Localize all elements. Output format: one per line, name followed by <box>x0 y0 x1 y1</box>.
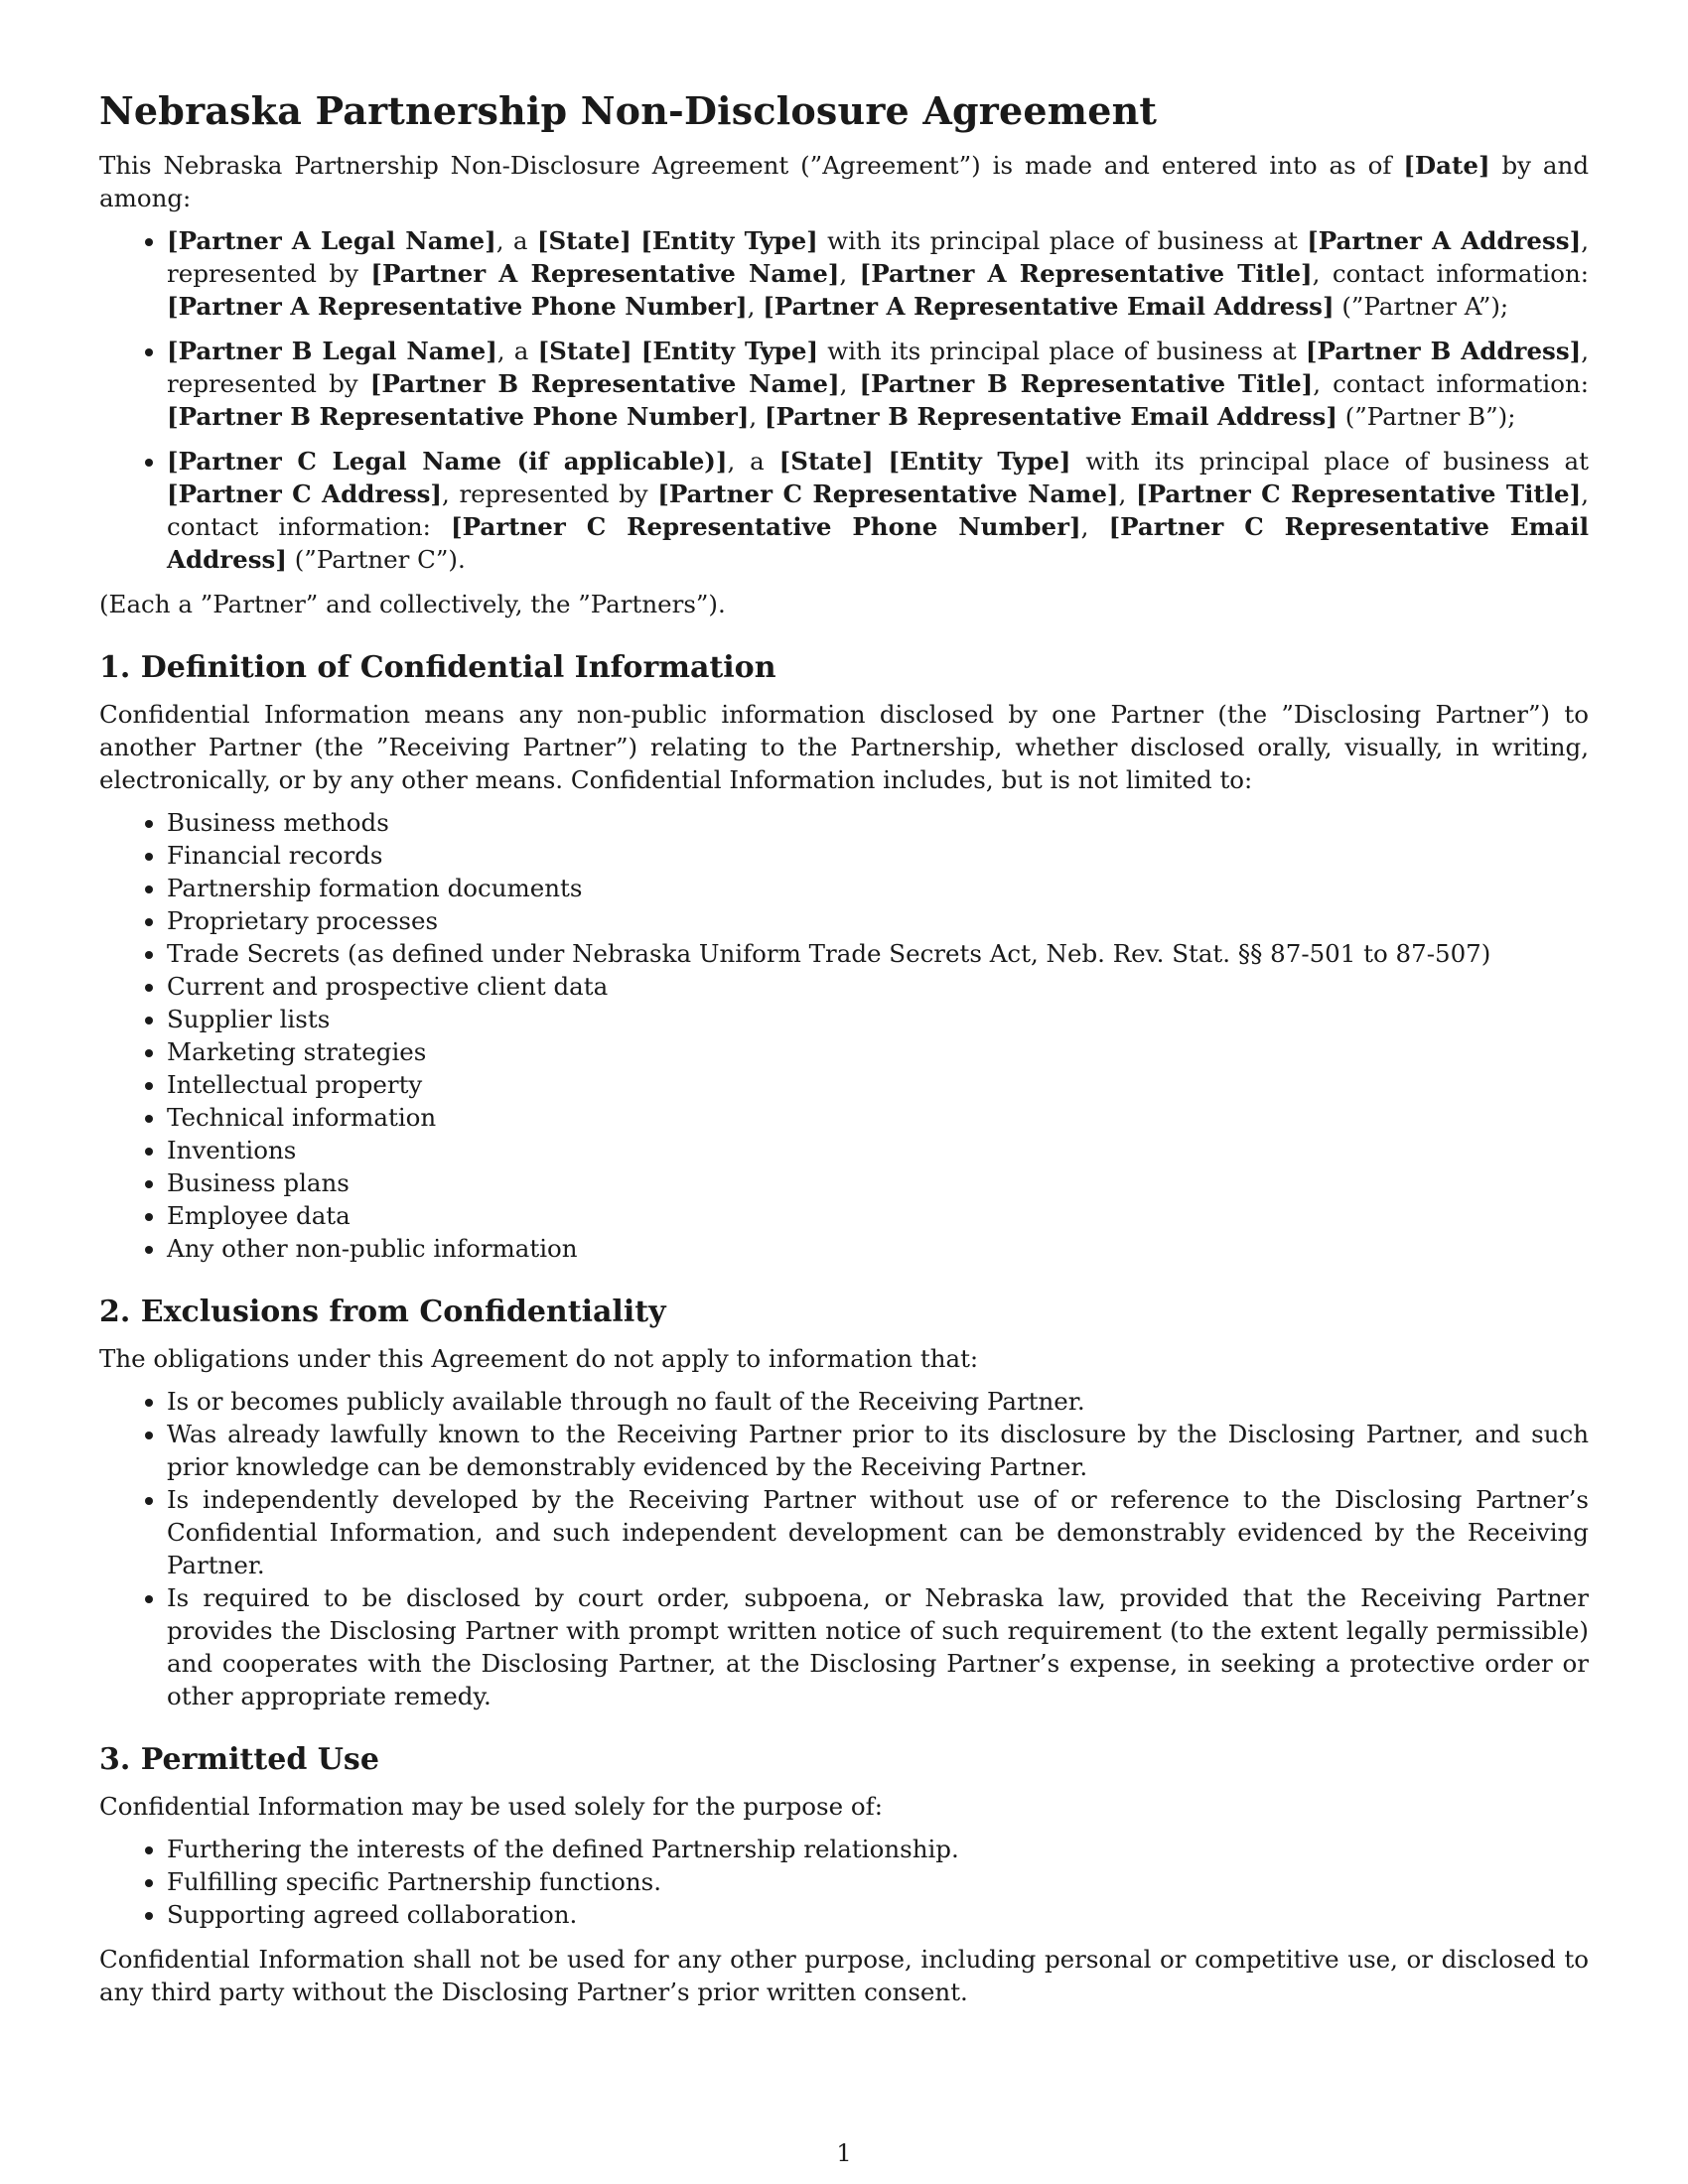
each-partner-paragraph: (Each a ”Partner” and collectively, the ”Partners”). <box>99 590 726 618</box>
list-item: • Is independently developed by the Receiving Partner without use of or reference to the Disclosing Partner’s Confidential Information, and such independent development can be demonstrably evidenced by the Receiving Partner. <box>167 1483 1589 1581</box>
section-2-heading: 2. Exclusions from Confidentiality <box>99 1295 666 1329</box>
text: , a <box>496 337 538 365</box>
list-item: • Business plans <box>167 1166 1589 1199</box>
party-name: [Partner C Legal Name (if applicable)] <box>167 447 728 476</box>
section-1-paragraph: Confidential Information means any non-public information disclosed by one Partner (the ”Disclosing Partner”) to another Partner (the ”Receiving Partner”) relating to the Partnership, whether disclosed orally, visually, in writing, electronically, or by any other means. Confidential Information includes, but is not limited to: <box>99 700 1589 794</box>
party-c <box>167 445 1589 576</box>
list-item: • Supporting agreed collaboration. <box>167 1898 1589 1931</box>
list-item: • Supplier lists <box>167 1003 1589 1035</box>
list-item: • Is required to be disclosed by court order, subpoena, or Nebraska law, provided that the Receiving Partner provides the Disclosing Partner with prompt written notice of such requirement (to the extent legally permissible) and cooperates with the Disclosing Partner, at the Disclosing Partner’s expense, in seeking a protective order or other appropriate remedy. <box>167 1581 1589 1712</box>
section-1-list <box>99 806 1589 1265</box>
rep-name-placeholder: [Partner C Representative Name] <box>657 479 1119 508</box>
rep-name-placeholder: [Partner B Representative Name] <box>369 369 840 398</box>
list-item: • Was already lawfully known to the Receiving Partner prior to its disclosure by the Disclosing Partner, and such prior knowledge can be demonstrably evidenced by the Receiving Partner. <box>167 1418 1589 1483</box>
rep-name-placeholder: [Partner A Representative Name] <box>370 259 840 288</box>
state-placeholder: [State] <box>537 337 633 365</box>
section-3-list <box>99 1833 1589 1931</box>
list-item: • Any other non-public information <box>167 1232 1589 1265</box>
list-item: • Employee data <box>167 1199 1589 1232</box>
list-item: • Financial records <box>167 839 1589 872</box>
document-title: Nebraska Partnership Non-Disclosure Agreement <box>99 88 1158 133</box>
text: , a <box>727 447 779 476</box>
date-placeholder: [Date] <box>1403 151 1490 180</box>
entity-placeholder: [Entity Type] <box>888 447 1071 476</box>
text: (”Partner C”). <box>286 545 466 574</box>
section-3-closing: Confidential Information shall not be used for any other purpose, including personal or competitive use, or disclosed to any third party without the Disclosing Partner’s prior written consent. <box>99 1945 1589 2006</box>
rep-title-placeholder: [Partner B Representative Title] <box>859 369 1314 398</box>
address-placeholder: [Partner A Address] <box>1307 226 1582 255</box>
address-placeholder: [Partner C Address] <box>167 479 443 508</box>
list-item: • Technical information <box>167 1101 1589 1134</box>
text: , represented by <box>167 226 1589 288</box>
list-item: • Trade Secrets (as defined under Nebraska Uniform Trade Secrets Act, Neb. Rev. Stat. §§ 87-501 to 87-507) <box>167 937 1589 970</box>
list-item: • Intellectual property <box>167 1068 1589 1101</box>
page-number: 1 <box>836 2139 852 2167</box>
rep-title-placeholder: [Partner A Representative Title] <box>859 259 1313 288</box>
state-placeholder: [State] <box>778 447 874 476</box>
party-name: [Partner B Legal Name] <box>167 337 497 365</box>
state-placeholder: [State] <box>536 226 632 255</box>
email-placeholder: [Partner A Representative Email Address] <box>763 292 1335 321</box>
text: , contact information: <box>1312 259 1589 288</box>
list-item: • Proprietary processes <box>167 904 1589 937</box>
phone-placeholder: [Partner B Representative Phone Number] <box>167 402 750 431</box>
text: , represented by <box>167 337 1590 398</box>
list-item: • Is or becomes publicly available through no fault of the Receiving Partner. <box>167 1385 1589 1418</box>
phone-placeholder: [Partner C Representative Phone Number] <box>451 512 1081 541</box>
text: (”Partner A”); <box>1334 292 1509 321</box>
text <box>633 337 641 365</box>
text: , <box>839 259 860 288</box>
list-item: • Furthering the interests of the defined Partnership relationship. <box>167 1833 1589 1865</box>
text: , represented by <box>442 479 658 508</box>
rep-title-placeholder: [Partner C Representative Title] <box>1135 479 1582 508</box>
text: with its principal place of business at <box>818 337 1306 365</box>
text: , <box>1118 479 1136 508</box>
text <box>874 447 889 476</box>
text <box>632 226 640 255</box>
intro-text-end: by and among: <box>99 151 1590 212</box>
section-2-paragraph: The obligations under this Agreement do not apply to information that: <box>99 1344 979 1373</box>
text: , <box>749 402 765 431</box>
address-placeholder: [Partner B Address] <box>1305 337 1582 365</box>
text: with its principal place of business at <box>817 226 1308 255</box>
section-2-list <box>99 1385 1589 1712</box>
email-placeholder: [Partner B Representative Email Address] <box>764 402 1337 431</box>
intro-paragraph <box>99 149 1589 214</box>
list-item: • Inventions <box>167 1134 1589 1166</box>
section-3-heading: 3. Permitted Use <box>99 1742 379 1777</box>
text: with its principal place of business at <box>1070 447 1589 476</box>
section-1-heading: 1. Definition of Confidential Information <box>99 650 776 685</box>
text: , contact information: <box>167 479 1589 541</box>
list-item: • Partnership formation documents <box>167 872 1589 904</box>
document-page <box>99 87 1589 2018</box>
text: , <box>1080 512 1109 541</box>
text: , <box>747 292 764 321</box>
entity-placeholder: [Entity Type] <box>640 337 819 365</box>
text: , a <box>495 226 537 255</box>
list-item: • Current and prospective client data <box>167 970 1589 1003</box>
list-item: • Business methods <box>167 806 1589 839</box>
text: , contact information: <box>1313 369 1589 398</box>
list-item: • Marketing strategies <box>167 1035 1589 1068</box>
intro-text: This Nebraska Partnership Non-Disclosure Agreement (”Agreement”) is made and entered into as of <box>99 151 1404 180</box>
text: (”Partner B”); <box>1336 402 1516 431</box>
party-name: [Partner A Legal Name] <box>167 226 496 255</box>
party-a <box>167 224 1589 323</box>
section-3-paragraph: Confidential Information may be used solely for the purpose of: <box>99 1792 883 1821</box>
email-placeholder: [Partner C Representative Email Address] <box>167 512 1590 574</box>
phone-placeholder: [Partner A Representative Phone Number] <box>167 292 748 321</box>
entity-placeholder: [Entity Type] <box>640 226 818 255</box>
parties-list <box>99 224 1589 576</box>
list-item: • Fulfilling specific Partnership functions. <box>167 1865 1589 1898</box>
text: , <box>839 369 860 398</box>
party-b <box>167 335 1589 433</box>
